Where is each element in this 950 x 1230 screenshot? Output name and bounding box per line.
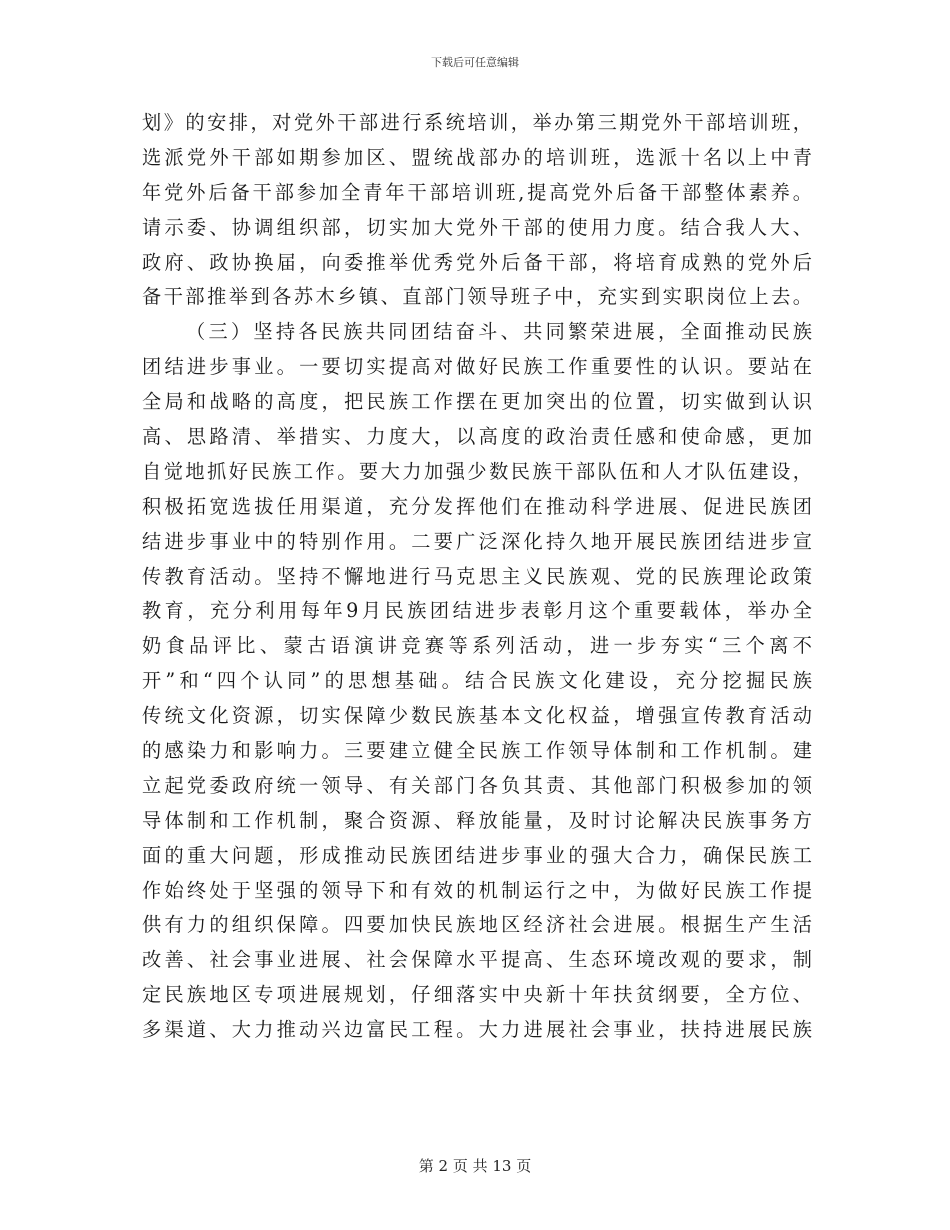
body-line: 供有力的组织保障。四要加快民族地区经济社会进展。根据生产生活: [142, 913, 812, 937]
body-line: 改善、社会事业进展、社会保障水平提高、生态环境改观的要求，制: [142, 948, 812, 972]
body-line: 作始终处于坚强的领导下和有效的机制运行之中，为做好民族工作提: [142, 878, 812, 902]
page-number-footer: 第 2 页 共 13 页: [418, 1157, 532, 1175]
body-line: 教育，充分利用每年9月民族团结进步表彰月这个重要载体，举办全: [142, 599, 812, 623]
body-line: 全局和战略的高度，把民族工作摆在更加突出的位置，切实做到认识: [142, 390, 812, 414]
page-header-note: 下载后可任意编辑: [431, 56, 519, 69]
body-line: 定民族地区专项进展规划，仔细落实中央新十年扶贫纲要，全方位、: [142, 983, 812, 1007]
body-line: 传教育活动。坚持不懈地进行马克思主义民族观、党的民族理论政策: [142, 564, 812, 588]
body-line: 请示委、协调组织部，切实加大党外干部的使用力度。结合我人大、: [142, 215, 812, 239]
body-line: 年党外后备干部参加全青年干部培训班,提高党外后备干部整体素养。: [142, 180, 812, 204]
body-line: 高、思路清、举措实、力度大，以高度的政治责任感和使命感，更加: [142, 425, 812, 449]
body-line: 的感染力和影响力。三要建立健全民族工作领导体制和工作机制。建: [142, 739, 812, 763]
body-line: 结进步事业中的特别作用。二要广泛深化持久地开展民族团结进步宣: [142, 529, 812, 553]
body-line: 面的重大问题，形成推动民族团结进步事业的强大合力，确保民族工: [142, 843, 812, 867]
paragraph-start-line: （三）坚持各民族共同团结奋斗、共同繁荣进展，全面推动民族: [186, 320, 812, 344]
body-line: 政府、政协换届，向委推举优秀党外后备干部，将培育成熟的党外后: [142, 250, 812, 274]
body-line: 备干部推举到各苏木乡镇、直部门领导班子中，充实到实职岗位上去。: [142, 285, 812, 309]
body-line: 导体制和工作机制，聚合资源、释放能量，及时讨论解决民族事务方: [142, 808, 812, 832]
body-line: 划》的安排，对党外干部进行系统培训，举办第三期党外干部培训班，: [142, 111, 812, 134]
body-line: 奶食品评比、蒙古语演讲竞赛等系列活动，进一步夯实“三个离不: [142, 634, 812, 658]
body-line: 选派党外干部如期参加区、盟统战部办的培训班，选派十名以上中青: [142, 145, 812, 169]
body-line: 团结进步事业。一要切实提高对做好民族工作重要性的认识。要站在: [142, 355, 812, 379]
body-line: 自觉地抓好民族工作。要大力加强少数民族干部队伍和人才队伍建设，: [142, 459, 812, 483]
document-body: [142, 106, 812, 1048]
body-line: 多渠道、大力推动兴边富民工程。大力进展社会事业，扶持进展民族: [142, 1018, 812, 1042]
body-line: 立起党委政府统一领导、有关部门各负其责、其他部门积极参加的领: [142, 773, 812, 797]
body-line: 积极拓宽选拔任用渠道，充分发挥他们在推动科学进展、促进民族团: [142, 494, 812, 518]
body-line: 开”和“四个认同”的思想基础。结合民族文化建设，充分挖掘民族: [142, 669, 812, 693]
body-line: 传统文化资源，切实保障少数民族基本文化权益，增强宣传教育活动: [142, 704, 812, 728]
